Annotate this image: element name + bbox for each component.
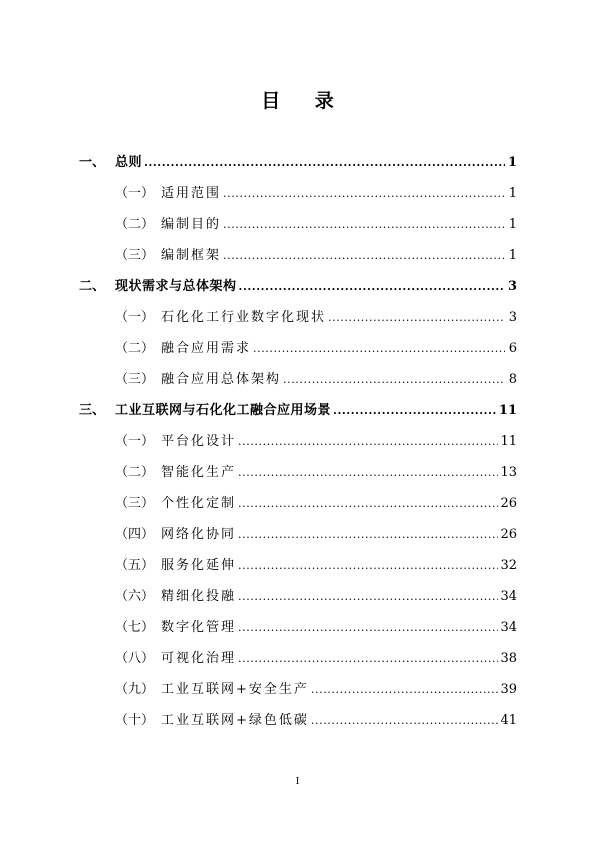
- dot-leader: [238, 528, 498, 542]
- toc-entry-page: 41: [500, 713, 517, 728]
- toc-entry[interactable]: [0, 181, 595, 203]
- toc-entry[interactable]: [0, 522, 595, 544]
- toc-entry[interactable]: [0, 553, 595, 575]
- toc-entry[interactable]: [0, 336, 595, 358]
- toc-entry-number: （三）: [115, 496, 155, 511]
- toc-entry[interactable]: [0, 243, 595, 265]
- toc-entry-number: （二）: [115, 341, 155, 356]
- toc-entry[interactable]: [0, 429, 595, 451]
- toc-entry-page: 39: [500, 682, 517, 697]
- toc-entry-number: 一、: [79, 155, 106, 170]
- dot-leader: [238, 466, 498, 480]
- toc-entry[interactable]: [0, 305, 595, 327]
- toc-entry-number: （三）: [115, 372, 155, 387]
- toc-entry-page: 8: [508, 372, 517, 387]
- toc-entry-number: （四）: [115, 527, 155, 542]
- toc-entry-number: 二、: [79, 279, 106, 294]
- toc-entry-page: 13: [500, 465, 517, 480]
- toc-entry[interactable]: [0, 398, 595, 420]
- toc-entry-number: （九）: [115, 682, 155, 697]
- toc-entry-label: 现状需求与总体架构: [115, 279, 237, 294]
- toc-entry-page: 1: [508, 248, 517, 263]
- dot-leader: [311, 714, 499, 728]
- dot-leader: [223, 218, 505, 232]
- toc-entry-page: 1: [508, 217, 517, 232]
- toc-entry[interactable]: [0, 367, 595, 389]
- toc-entry[interactable]: [0, 212, 595, 234]
- page-title: 目 录: [261, 90, 348, 112]
- toc-entry-number: 三、: [79, 403, 106, 418]
- toc-entry-page: 3: [507, 279, 517, 294]
- toc-entry-label: 适用范围: [161, 186, 222, 201]
- toc-entry-page: 34: [500, 589, 517, 604]
- toc-entry-label: 融合应用总体架构: [161, 372, 282, 387]
- toc-entry-page: 3: [508, 310, 517, 325]
- toc-entry[interactable]: [0, 615, 595, 637]
- toc-entry-page: 38: [500, 651, 517, 666]
- toc-entry-page: 32: [500, 558, 517, 573]
- toc-entry-number: （三）: [115, 248, 155, 263]
- toc-entry-number: （八）: [115, 651, 155, 666]
- toc-entry-number: （五）: [115, 558, 155, 573]
- toc-entry[interactable]: [0, 150, 595, 172]
- toc-entry-page: 34: [500, 620, 517, 635]
- footer-page-number: I: [295, 777, 300, 787]
- toc-entry-number: （二）: [115, 217, 155, 232]
- toc-entry[interactable]: [0, 491, 595, 513]
- dot-leader: [223, 249, 505, 263]
- toc-entry-page: 26: [500, 496, 517, 511]
- toc-entry-number: （一）: [115, 310, 155, 325]
- dot-leader: [238, 652, 498, 666]
- toc-entry-label: 融合应用需求: [161, 341, 252, 356]
- dot-leader: [239, 280, 505, 294]
- toc-entry-page: 11: [500, 434, 517, 449]
- dot-leader: [238, 497, 498, 511]
- toc-entry-label: 精细化投融: [161, 589, 237, 604]
- toc-entry-page: 1: [508, 186, 517, 201]
- dot-leader: [283, 373, 505, 387]
- dot-leader: [238, 559, 498, 573]
- toc-entry[interactable]: [0, 677, 595, 699]
- toc-entry-label: 服务化延伸: [161, 558, 237, 573]
- toc-entry-label: 石化化工行业数字化现状: [161, 310, 327, 325]
- toc-entry-number: （七）: [115, 620, 155, 635]
- toc-entry[interactable]: [0, 708, 595, 730]
- toc-entry-label: 智能化生产: [161, 465, 237, 480]
- toc-entry-label: 总则: [115, 155, 143, 170]
- dot-leader: [223, 187, 505, 201]
- dot-leader: [238, 621, 498, 635]
- dot-leader: [253, 342, 505, 356]
- toc-entry-page: 26: [500, 527, 517, 542]
- toc-entry-label: 可视化治理: [161, 651, 237, 666]
- dot-leader: [144, 156, 505, 170]
- toc-entry-label: 工业互联网与石化化工融合应用场景: [115, 403, 332, 418]
- toc-entry-label: 工业互联网+安全生产: [161, 682, 309, 697]
- dot-leader: [333, 404, 497, 418]
- toc-entry-label: 个性化定制: [161, 496, 237, 511]
- toc-entry-label: 数字化管理: [161, 620, 237, 635]
- toc-entry-label: 编制目的: [161, 217, 222, 232]
- toc-entry-page: 1: [507, 155, 517, 170]
- toc-entry-label: 网络化协同: [161, 527, 237, 542]
- toc-entry-number: （一）: [115, 434, 155, 449]
- dot-leader: [238, 435, 498, 449]
- toc-entry-page: 6: [508, 341, 517, 356]
- dot-leader: [311, 683, 499, 697]
- toc-entry-number: （二）: [115, 465, 155, 480]
- toc-entry-number: （十）: [115, 713, 155, 728]
- toc-entry[interactable]: [0, 274, 595, 296]
- toc-entry[interactable]: [0, 460, 595, 482]
- toc-entry-label: 工业互联网+绿色低碳: [161, 713, 309, 728]
- toc-entry-label: 编制框架: [161, 248, 222, 263]
- toc-entry-number: （一）: [115, 186, 155, 201]
- dot-leader: [328, 311, 505, 325]
- toc-entry-label: 平台化设计: [161, 434, 237, 449]
- toc-entry-number: （六）: [115, 589, 155, 604]
- toc-entry[interactable]: [0, 646, 595, 668]
- toc-entry[interactable]: [0, 584, 595, 606]
- dot-leader: [238, 590, 498, 604]
- toc-entry-page: 11: [498, 403, 517, 418]
